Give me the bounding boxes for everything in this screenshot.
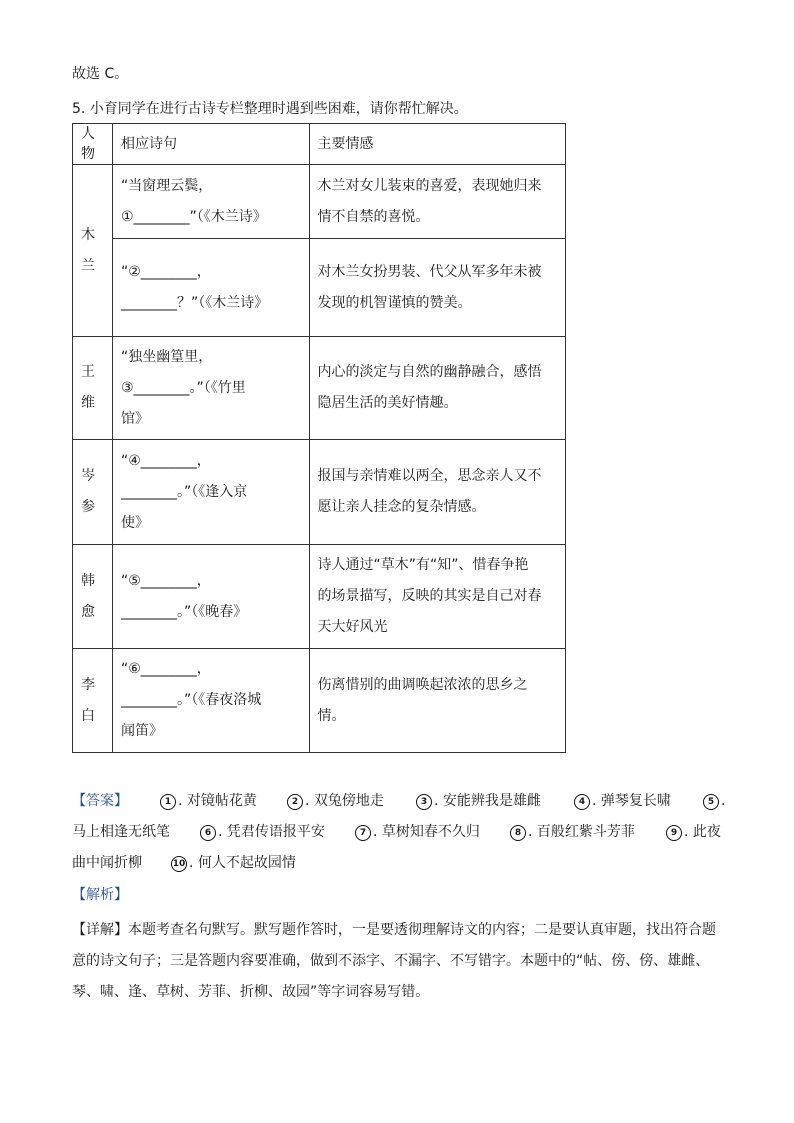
emotion-cell: [309, 239, 566, 337]
circled-number-icon: 4: [574, 794, 590, 810]
answer-text: 此夜: [692, 824, 721, 840]
verse-line-blank-3: ③________。”（《竹里: [120, 379, 246, 396]
emotion-line: 愿让亲人挂念的复杂情感。: [317, 499, 486, 515]
circled-number-icon: 1: [160, 794, 176, 810]
header-verse: 相应诗句: [112, 124, 309, 165]
answer-item: 4 . 弹琴复长啸: [574, 789, 671, 813]
answer-text: 曲中闻折柳: [72, 855, 142, 871]
answer-item: 1 . 对镜帖花黄: [160, 789, 257, 813]
emotion-line: 发现的机智谨慎的赞美。: [317, 294, 472, 311]
verse-line: 闻笛》: [120, 723, 163, 739]
emotion-line: 天大好风光: [317, 619, 388, 635]
answer-item: [703, 789, 725, 813]
person-cell: 王维: [73, 337, 113, 440]
answer-text: 马上相逢无纸笔: [72, 824, 170, 840]
emotion-line: 的场景描写，反映的其实是自己对春: [317, 588, 542, 604]
circled-number-icon: 5: [703, 794, 719, 810]
answer-text: 凭君传语报平安: [226, 824, 325, 840]
emotion-line: 内心的淡定与自然的幽静融合，感悟: [317, 364, 542, 380]
question-5-stem: 5. 小育同学在进行古诗专栏整理时遇到些困难，请你帮忙解决。: [72, 101, 468, 117]
poem-table: [72, 123, 566, 753]
emotion-cell: [309, 337, 566, 440]
circled-number-icon: 3: [416, 794, 432, 810]
emotion-line: 情。: [317, 707, 346, 724]
person-cell: 岑参: [73, 440, 113, 545]
verse-cell: [112, 239, 309, 337]
header-emotion: 主要情感: [309, 124, 566, 165]
emotion-line: 诗人通过“草木”有“知”、惜春争艳: [317, 557, 529, 573]
table-row: [73, 545, 566, 649]
verse-line-blank-6: “⑥________，: [120, 661, 211, 677]
verse-cell: [112, 545, 309, 649]
emotion-cell: [309, 649, 566, 753]
circled-number-icon: 7: [355, 825, 371, 841]
verse-line-blank-4: “④________，: [120, 452, 211, 469]
table-row: [73, 649, 566, 753]
verse-line: ________？”（《木兰诗》: [120, 294, 269, 311]
emotion-line: 隐居生活的美好情趣。: [317, 395, 458, 411]
table-row: [73, 337, 566, 440]
answer-text: 对镜帖花黄: [186, 793, 257, 809]
header-person: 人物: [73, 124, 113, 165]
answer-row: [72, 851, 722, 875]
emotion-cell: [309, 545, 566, 649]
verse-cell: [112, 649, 309, 753]
emotion-cell: [309, 440, 566, 545]
answer-item: 9 . 此夜: [666, 820, 721, 844]
answer-item: 10 . 何人不起故园情: [172, 855, 296, 871]
answer-text: 何人不起故园情: [197, 855, 296, 871]
person-cell: 木兰: [73, 165, 113, 337]
answer-text: 弹琴复长啸: [600, 793, 671, 809]
circled-number-icon: 10: [171, 856, 187, 872]
emotion-line: 伤离惜别的曲调唤起浓浓的思乡之: [317, 676, 528, 693]
circled-number-icon: 9: [666, 825, 682, 841]
verse-line: ________。”（《春夜洛城: [120, 692, 262, 708]
answer-item: 7 . 草树知春不久归: [355, 820, 480, 844]
previous-answer-line: 故选 C。: [72, 66, 129, 82]
detail-label: 【详解】: [72, 922, 128, 938]
verse-line: “当窗理云鬓，: [120, 177, 213, 194]
answer-text: 安能辨我是雄雌: [442, 793, 541, 809]
circled-number-icon: 2: [287, 794, 303, 810]
verse-cell: [112, 337, 309, 440]
analysis-text: 本题考查名句默写。默写题作答时，一是要透彻理解诗文的内容；二是要认真审题，找出符合题: [128, 922, 716, 938]
table-row: [73, 239, 566, 337]
answer-text: 百般红紫斗芳菲: [536, 824, 635, 840]
person-cell: 韩愈: [73, 545, 113, 649]
emotion-line: 情不自禁的喜悦。: [317, 208, 430, 225]
table-row: [73, 165, 566, 239]
answer-item: 6 . 凭君传语报平安: [200, 820, 325, 844]
answer-item: 8 . 百般红紫斗芳菲: [510, 820, 635, 844]
verse-line-blank-5: “⑤________，: [120, 572, 211, 589]
table-header-row: [73, 124, 566, 165]
emotion-line: 报国与亲情难以两全，思念亲人又不: [317, 468, 542, 484]
verse-line: ________。”（《逢入京: [120, 483, 248, 500]
verse-cell: [112, 165, 309, 239]
analysis-line: [72, 915, 724, 946]
answer-row: [72, 820, 722, 844]
analysis-label: 【解析】: [72, 887, 128, 903]
verse-line: ________。”（《晚春》: [120, 603, 248, 620]
person-cell: 李白: [73, 649, 113, 753]
circled-number-icon: 6: [200, 825, 216, 841]
analysis-line: 意的诗文句子；三是答题内容要准确，做到不添字、不漏字、不写错字。本题中的“帖、傍、傍、雄雌、: [72, 953, 710, 969]
verse-line-blank-2: “②________，: [120, 263, 211, 280]
answer-text: 双兔傍地走: [313, 793, 384, 809]
verse-line: “独坐幽篁里，: [120, 348, 213, 365]
analysis-body: [72, 915, 724, 1008]
emotion-cell: [309, 165, 566, 239]
verse-line: 馆》: [120, 410, 149, 427]
answer-row: [72, 789, 726, 813]
answer-text: .: [721, 793, 726, 809]
answer-item: 3 . 安能辨我是雄雌: [416, 789, 541, 813]
emotion-line: 木兰对女儿装束的喜爱，表现她归来: [317, 177, 542, 194]
verse-cell: [112, 440, 309, 545]
verse-line-blank-1: ①________”（《木兰诗》: [120, 208, 267, 225]
analysis-line: 琴、啸、逢、草树、芳菲、折柳、故园”等字词容易写错。: [72, 984, 430, 1000]
emotion-line: 对木兰女扮男装、代父从军多年未被: [317, 263, 542, 280]
verse-line: 使》: [120, 514, 149, 531]
answer-text: 草树知春不久归: [381, 824, 480, 840]
answer-item: 2 . 双兔傍地走: [287, 789, 384, 813]
table-row: [73, 440, 566, 545]
circled-number-icon: 8: [510, 825, 526, 841]
answer-label: 【答案】: [72, 793, 128, 809]
